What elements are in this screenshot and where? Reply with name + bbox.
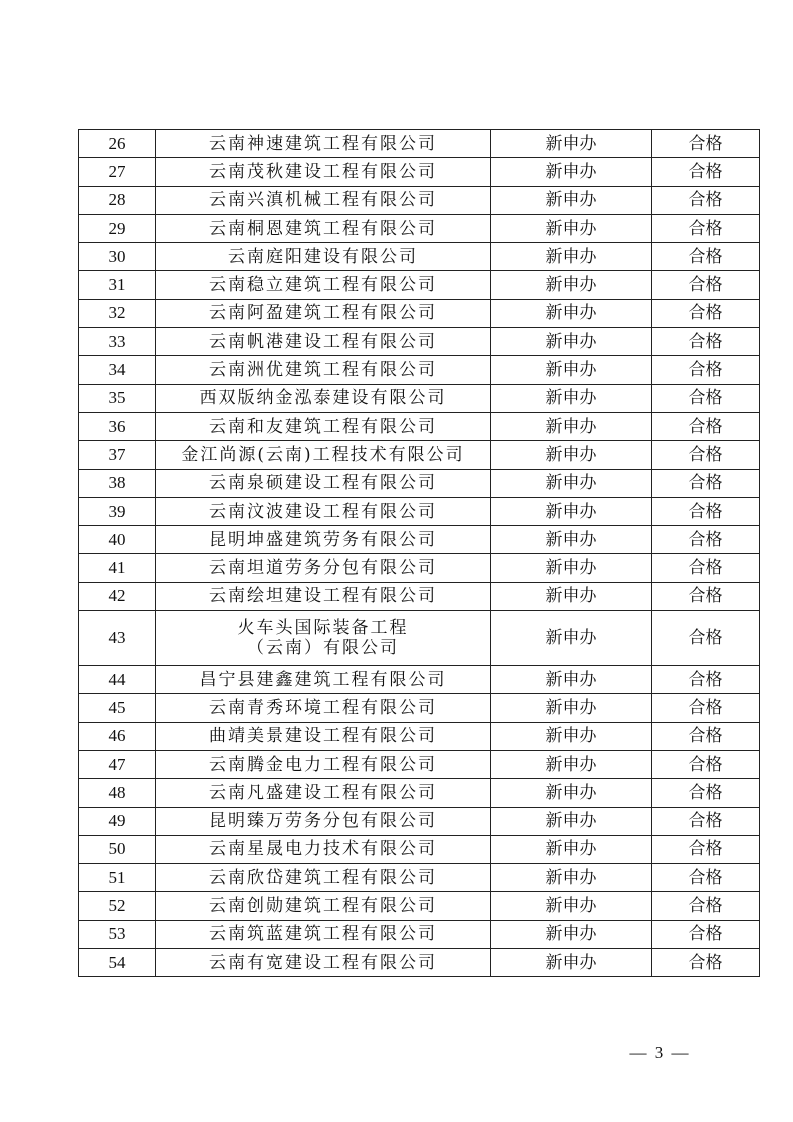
page-number: — 3 — [629,1043,691,1062]
company-name-cell [156,243,491,271]
table-row [79,497,760,525]
application-type: 新申办 [491,356,652,384]
row-number: 27 [79,158,156,186]
application-type: 新申办 [491,412,652,440]
application-type: 新申办 [491,497,652,525]
company-name-cell [156,892,491,920]
row-number: 45 [79,694,156,722]
review-result: 合格 [652,299,760,327]
company-name-cell [156,526,491,554]
row-number: 28 [79,186,156,214]
review-result: 合格 [652,750,760,778]
row-number: 32 [79,299,156,327]
row-number: 41 [79,554,156,582]
review-result: 合格 [652,582,760,610]
company-name: 云南欣岱建筑工程有限公司 [209,867,437,888]
company-name-cell [156,582,491,610]
company-name: 云南绘坦建设工程有限公司 [209,586,437,607]
company-name-cell [156,299,491,327]
company-name: 昆明臻万劳务分包有限公司 [209,811,437,832]
company-name: 云南茂秋建设工程有限公司 [209,161,437,182]
review-result: 合格 [652,920,760,948]
review-result: 合格 [652,694,760,722]
table-row [79,666,760,694]
company-name-cell [156,328,491,356]
table-row [79,892,760,920]
table-row [79,328,760,356]
row-number: 54 [79,949,156,977]
application-type: 新申办 [491,186,652,214]
application-type: 新申办 [491,582,652,610]
table-row [79,441,760,469]
row-number: 37 [79,441,156,469]
company-name: 云南星晟电力技术有限公司 [209,839,437,860]
table-row [79,864,760,892]
company-name-cell [156,864,491,892]
company-name: （云南）有限公司 [247,638,399,659]
review-result: 合格 [652,328,760,356]
company-name: 云南汶波建设工程有限公司 [209,501,437,522]
application-type: 新申办 [491,694,652,722]
review-result: 合格 [652,130,760,158]
company-name: 云南洲优建筑工程有限公司 [209,360,437,381]
review-result: 合格 [652,384,760,412]
company-name-cell [156,384,491,412]
company-name-cell [156,666,491,694]
row-number: 48 [79,779,156,807]
review-result: 合格 [652,186,760,214]
row-number: 50 [79,835,156,863]
row-number: 26 [79,130,156,158]
application-type: 新申办 [491,835,652,863]
company-name: 昆明坤盛建筑劳务有限公司 [209,529,437,550]
company-name-cell [156,920,491,948]
row-number: 42 [79,582,156,610]
company-name: 云南帆港建设工程有限公司 [209,331,437,352]
row-number: 36 [79,412,156,440]
review-result: 合格 [652,864,760,892]
application-type: 新申办 [491,441,652,469]
row-number: 47 [79,750,156,778]
company-name-cell [156,949,491,977]
application-type: 新申办 [491,554,652,582]
table-row [79,526,760,554]
row-number: 34 [79,356,156,384]
review-result: 合格 [652,779,760,807]
company-name-cell [156,356,491,384]
company-name-cell [156,186,491,214]
company-name-cell [156,722,491,750]
company-name: 云南神速建筑工程有限公司 [209,133,437,154]
company-name-cell [156,779,491,807]
application-type: 新申办 [491,750,652,778]
review-result: 合格 [652,412,760,440]
company-name: 云南凡盛建设工程有限公司 [209,782,437,803]
table-row [79,186,760,214]
review-result: 合格 [652,158,760,186]
application-type: 新申办 [491,722,652,750]
company-name-cell [156,214,491,242]
row-number: 53 [79,920,156,948]
company-name-cell [156,554,491,582]
table-row [79,611,760,666]
company-name: 云南兴滇机械工程有限公司 [209,190,437,211]
company-name-cell [156,694,491,722]
review-result: 合格 [652,497,760,525]
table-row [79,384,760,412]
application-type: 新申办 [491,130,652,158]
review-result: 合格 [652,554,760,582]
company-name-cell [156,497,491,525]
table-row [79,750,760,778]
table-row [79,271,760,299]
row-number: 40 [79,526,156,554]
company-name-cell [156,441,491,469]
table-row [79,243,760,271]
table-row [79,412,760,440]
company-name: 云南有宽建设工程有限公司 [209,952,437,973]
application-type: 新申办 [491,807,652,835]
application-type: 新申办 [491,920,652,948]
table-row [79,130,760,158]
company-name: 云南桐恩建筑工程有限公司 [209,218,437,239]
row-number: 52 [79,892,156,920]
row-number: 29 [79,214,156,242]
table-row [79,807,760,835]
row-number: 43 [79,611,156,666]
company-name: 云南泉硕建设工程有限公司 [209,473,437,494]
company-name: 云南稳立建筑工程有限公司 [209,275,437,296]
review-result: 合格 [652,949,760,977]
application-type: 新申办 [491,271,652,299]
table-row [79,582,760,610]
company-name: 云南筑蓝建筑工程有限公司 [209,924,437,945]
company-name: 云南青秀环境工程有限公司 [209,697,437,718]
review-result: 合格 [652,611,760,666]
company-name-cell [156,611,491,666]
row-number: 30 [79,243,156,271]
company-name-cell [156,412,491,440]
application-type: 新申办 [491,469,652,497]
company-name: 昌宁县建鑫建筑工程有限公司 [199,669,447,690]
application-type: 新申办 [491,214,652,242]
company-name: 金江尚源(云南)工程技术有限公司 [181,444,465,465]
company-name: 云南和友建筑工程有限公司 [209,416,437,437]
review-result: 合格 [652,469,760,497]
application-type: 新申办 [491,779,652,807]
company-table [78,129,760,977]
table-row [79,214,760,242]
company-table-body [79,130,760,977]
review-result: 合格 [652,722,760,750]
company-name-cell [156,750,491,778]
application-type: 新申办 [491,158,652,186]
company-name-cell [156,130,491,158]
table-row [79,779,760,807]
company-name: 火车头国际装备工程 [237,618,409,639]
row-number: 35 [79,384,156,412]
review-result: 合格 [652,892,760,920]
table-row [79,722,760,750]
row-number: 38 [79,469,156,497]
table-row [79,694,760,722]
review-result: 合格 [652,807,760,835]
row-number: 39 [79,497,156,525]
table-row [79,356,760,384]
table-row [79,158,760,186]
application-type: 新申办 [491,666,652,694]
application-type: 新申办 [491,611,652,666]
company-name: 云南庭阳建设有限公司 [228,246,418,267]
review-result: 合格 [652,214,760,242]
table-row [79,920,760,948]
application-type: 新申办 [491,328,652,356]
company-name-cell [156,835,491,863]
review-result: 合格 [652,271,760,299]
application-type: 新申办 [491,243,652,271]
application-type: 新申办 [491,892,652,920]
application-type: 新申办 [491,384,652,412]
company-name: 云南腾金电力工程有限公司 [209,754,437,775]
review-result: 合格 [652,666,760,694]
application-type: 新申办 [491,864,652,892]
row-number: 46 [79,722,156,750]
row-number: 49 [79,807,156,835]
review-result: 合格 [652,526,760,554]
company-name-cell [156,807,491,835]
table-row [79,949,760,977]
company-name: 西双版纳金泓泰建设有限公司 [199,388,447,409]
row-number: 44 [79,666,156,694]
table-row [79,469,760,497]
company-name: 云南创勋建筑工程有限公司 [209,896,437,917]
row-number: 51 [79,864,156,892]
company-name-cell [156,469,491,497]
review-result: 合格 [652,356,760,384]
row-number: 33 [79,328,156,356]
table-row [79,835,760,863]
row-number: 31 [79,271,156,299]
table-row [79,299,760,327]
table-row [79,554,760,582]
company-name-cell [156,271,491,299]
company-name: 云南坦道劳务分包有限公司 [209,558,437,579]
review-result: 合格 [652,441,760,469]
company-name: 曲靖美景建设工程有限公司 [209,726,437,747]
application-type: 新申办 [491,526,652,554]
review-result: 合格 [652,835,760,863]
application-type: 新申办 [491,299,652,327]
company-name: 云南阿盈建筑工程有限公司 [209,303,437,324]
review-result: 合格 [652,243,760,271]
application-type: 新申办 [491,949,652,977]
company-name-cell [156,158,491,186]
